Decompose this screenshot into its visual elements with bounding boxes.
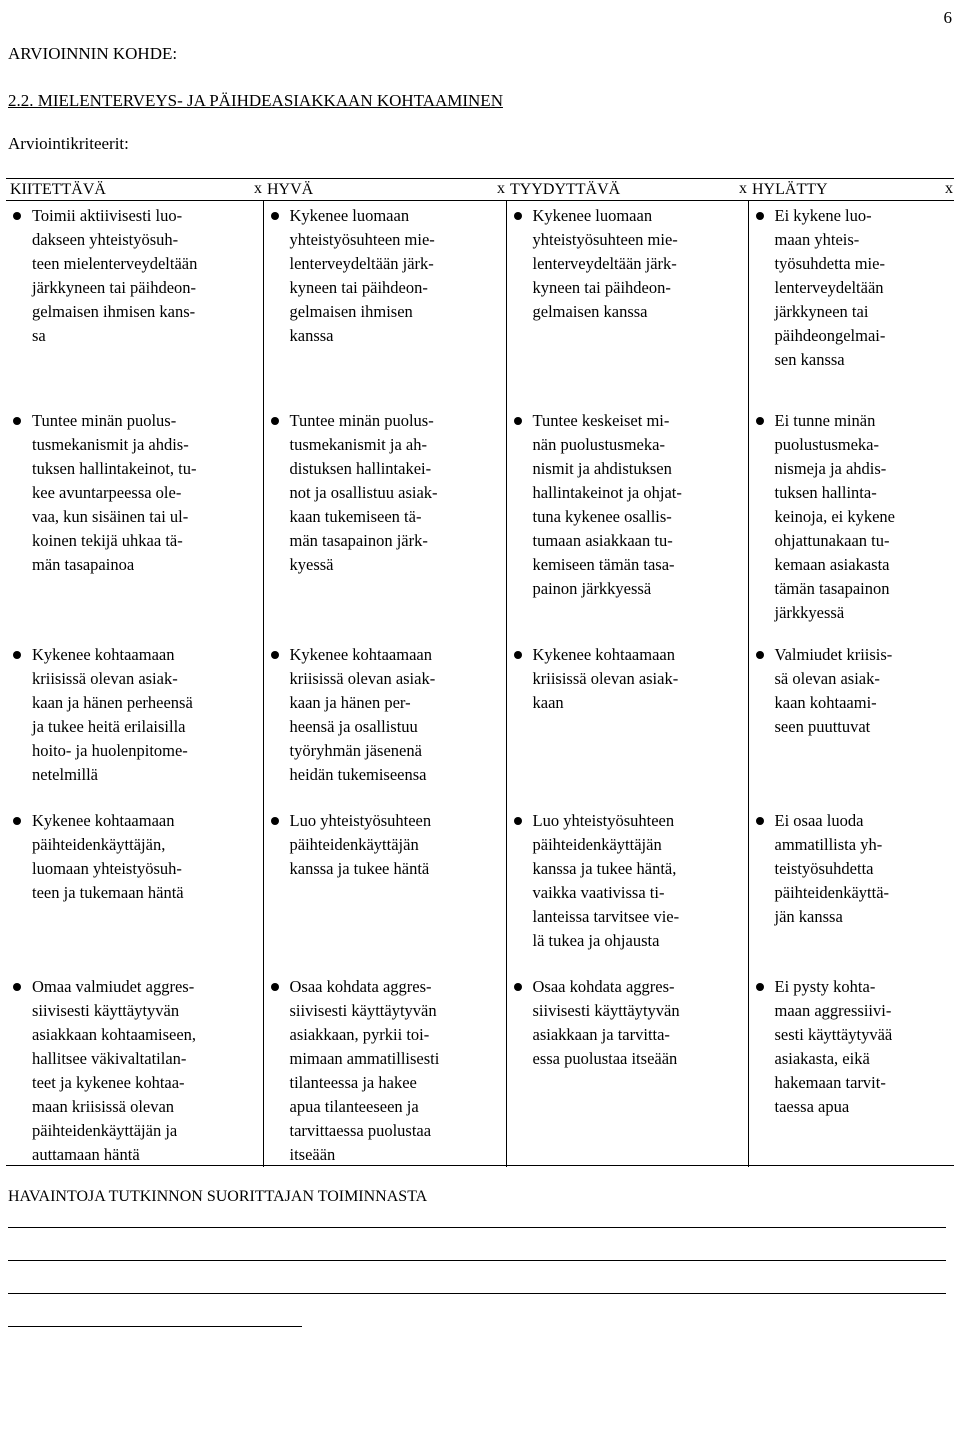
grade-mark: x — [945, 180, 953, 197]
criteria-item — [507, 975, 746, 1071]
bullet-icon — [271, 651, 279, 659]
bullet-icon — [13, 817, 21, 825]
criteria-cell — [263, 809, 506, 975]
criteria-row — [6, 809, 954, 975]
criteria-text: Omaa valmiudet aggres- siivisesti käyttäytyvän asiakkaan kohtaamiseen, hallitsee väkivaltatilan- teet ja kykenee kohtaa- maan kriisissä olevan päihteidenkäyttäjän ja auttamaan häntä — [32, 976, 197, 1164]
criteria-item — [264, 643, 504, 787]
criteria-cell — [506, 409, 748, 643]
criteria-cell — [506, 201, 748, 409]
criteria-item — [749, 204, 953, 372]
criteria-text: Kykenee kohtaamaan kriisissä olevan asiak- kaan — [532, 644, 679, 712]
grade-header-hylatty: HYLÄTTY x — [748, 179, 954, 201]
bullet-icon — [271, 817, 279, 825]
grade-mark: x — [497, 180, 505, 197]
criteria-item — [264, 975, 504, 1167]
criteria-text: Osaa kohdata aggres- siivisesti käyttäytyvän asiakkaan ja tarvitta- essa puolustaa itseään — [532, 976, 680, 1068]
criteria-text: Valmiudet kriisis- sä olevan asiak- kaan kohtaami- seen puuttuvat — [774, 644, 893, 736]
bullet-icon — [13, 983, 21, 991]
grade-header-kiitettava: KIITETTÄVÄ x — [6, 179, 263, 201]
grade-mark: x — [739, 180, 747, 197]
criteria-item — [6, 975, 261, 1167]
bullet-icon — [271, 417, 279, 425]
bullet-icon — [13, 212, 21, 220]
criteria-cell — [506, 809, 748, 975]
bullet-icon — [514, 651, 522, 659]
criteria-text: Ei tunne minän puolustusmeka- nismeja ja ahdis- tuksen hallinta- keinoja, ei kykene ohjattunakaan tu- kemaan asiakasta tämän tasapainon järkkyessä — [774, 410, 895, 622]
criteria-cell — [263, 975, 506, 1167]
criteria-text: Tuntee keskeiset mi- nän puolustusmeka- nismit ja ahdistuksen hallintakeinot ja ohjat- tuna kykenee osallis- tumaan asiakkaan tu- kemiseen tämän tasa- painon järkkyessä — [532, 410, 682, 598]
criteria-text: Ei osaa luoda ammatillista yh- teistyösuhdetta päihteidenkäyttä- jän kanssa — [774, 810, 890, 926]
bullet-icon — [756, 212, 764, 220]
bullet-icon — [514, 817, 522, 825]
observations-title: HAVAINTOJA TUTKINNON SUORITTAJAN TOIMINNASTA — [8, 1188, 428, 1205]
criteria-cell — [748, 809, 954, 975]
bullet-icon — [271, 212, 279, 220]
criteria-text: Tuntee minän puolus- tusmekanismit ja ah- distuksen hallintakei- not ja osallistuu asiak- kaan tukemiseen tä- män tasapainon järk- kyessä — [289, 410, 438, 574]
observation-line[interactable] — [8, 1227, 946, 1228]
criteria-text: Toimii aktiivisesti luo- dakseen yhteistyösuh- teen mielenterveydeltään järkkyneen tai päihdeon- gelmaisen ihmisen kans- sa — [32, 206, 198, 345]
grade-header-row — [6, 179, 954, 201]
criteria-cell — [748, 201, 954, 409]
criteria-row — [6, 201, 954, 409]
criteria-item — [749, 809, 953, 929]
observation-line[interactable] — [8, 1293, 946, 1294]
assessment-label: ARVIOINNIN KOHDE: — [8, 44, 178, 63]
criteria-row — [6, 643, 954, 809]
criteria-text: Ei pysty kohta- maan aggressiivi- sesti käyttäytyvää asiakasta, eikä hakemaan tarvit- taessa apua — [774, 976, 893, 1116]
bullet-icon — [271, 983, 279, 991]
grade-header-tyydyttava: TYYDYTTÄVÄ x — [506, 179, 748, 201]
criteria-label: Arviointikriteerit: — [8, 134, 129, 153]
criteria-item — [507, 409, 746, 601]
section-title: 2.2. MIELENTERVEYS- JA PÄIHDEASIAKKAAN KOHTAAMINEN — [8, 91, 503, 110]
criteria-text: Kykenee kohtaamaan päihteidenkäyttäjän, luomaan yhteistyösuh- teen ja tukemaan häntä — [32, 810, 184, 902]
grade-header-hyva: HYVÄ x — [263, 179, 506, 201]
criteria-text: Kykenee kohtaamaan kriisissä olevan asiak- kaan ja hänen perheensä ja tukee heitä erilaisilla hoito- ja huolenpitome- netelmillä — [32, 644, 193, 784]
grading-criteria-table — [6, 178, 954, 1167]
criteria-item — [6, 643, 261, 787]
bullet-icon — [514, 417, 522, 425]
criteria-cell — [6, 643, 263, 809]
criteria-cell — [6, 809, 263, 975]
criteria-item — [264, 204, 504, 348]
criteria-cell — [506, 643, 748, 809]
criteria-cell — [6, 201, 263, 409]
criteria-text: Tuntee minän puolus- tusmekanismit ja ahdis- tuksen hallintakeinot, tu- kee avuntarpeessa ole- vaa, kun sisäinen tai ul- koinen tekijä uhkaa tä- män tasapainoa — [32, 410, 197, 574]
criteria-item — [264, 409, 504, 577]
bullet-icon — [756, 817, 764, 825]
criteria-cell — [263, 201, 506, 409]
criteria-cell — [6, 409, 263, 643]
criteria-row — [6, 975, 954, 1167]
criteria-item — [507, 809, 746, 953]
bullet-icon — [756, 651, 764, 659]
criteria-cell — [263, 409, 506, 643]
criteria-item — [749, 643, 953, 739]
criteria-cell — [748, 409, 954, 643]
criteria-row — [6, 409, 954, 643]
criteria-text: Luo yhteistyösuhteen päihteidenkäyttäjän kanssa ja tukee häntä — [289, 810, 432, 878]
criteria-item — [749, 409, 953, 625]
criteria-cell — [748, 975, 954, 1167]
bullet-icon — [13, 651, 21, 659]
criteria-text: Kykenee luomaan yhteistyösuhteen mie- lenterveydeltään järk- kyneen tai päihdeon- gelmaisen kanssa — [532, 206, 678, 321]
criteria-text: Kykenee kohtaamaan kriisissä olevan asiak- kaan ja hänen per- heensä ja osallistuu työryhmän jäsenenä heidän tukemiseensa — [289, 644, 436, 784]
criteria-cell — [506, 975, 748, 1167]
criteria-text: Luo yhteistyösuhteen päihteidenkäyttäjän kanssa ja tukee häntä, vaikka vaativissa ti- lanteissa tarvitsee vie- lä tukea ja ohjausta — [532, 810, 680, 950]
bullet-icon — [13, 417, 21, 425]
criteria-text: Kykenee luomaan yhteistyösuhteen mie- lenterveydeltään järk- kyneen tai päihdeon- gelmaisen ihmisen kanssa — [289, 206, 435, 345]
criteria-text: Osaa kohdata aggres- siivisesti käyttäytyvän asiakkaan, pyrkii toi- mimaan ammatillisesti tilanteessa ja hakee apua tilanteeseen ja tarvittaessa puolustaa itseään — [289, 976, 440, 1164]
criteria-item — [6, 809, 261, 905]
criteria-cell — [263, 643, 506, 809]
table-bottom-rule — [6, 1165, 954, 1166]
observation-line[interactable] — [8, 1260, 946, 1261]
page-number: 6 — [943, 8, 952, 27]
bullet-icon — [514, 212, 522, 220]
observation-line[interactable] — [8, 1326, 302, 1327]
grade-mark: x — [254, 180, 262, 197]
bullet-icon — [756, 983, 764, 991]
bullet-icon — [756, 417, 764, 425]
criteria-text: Ei kykene luo- maan yhteis- työsuhdetta mie- lenterveydeltään järkkyneen tai päihdeongelmai- sen kanssa — [774, 206, 886, 369]
criteria-item — [6, 204, 261, 348]
criteria-item — [264, 809, 504, 881]
criteria-cell — [6, 975, 263, 1167]
criteria-item — [749, 975, 953, 1119]
criteria-item — [6, 409, 261, 577]
criteria-item — [507, 643, 746, 715]
criteria-cell — [748, 643, 954, 809]
bullet-icon — [514, 983, 522, 991]
criteria-item — [507, 204, 746, 324]
